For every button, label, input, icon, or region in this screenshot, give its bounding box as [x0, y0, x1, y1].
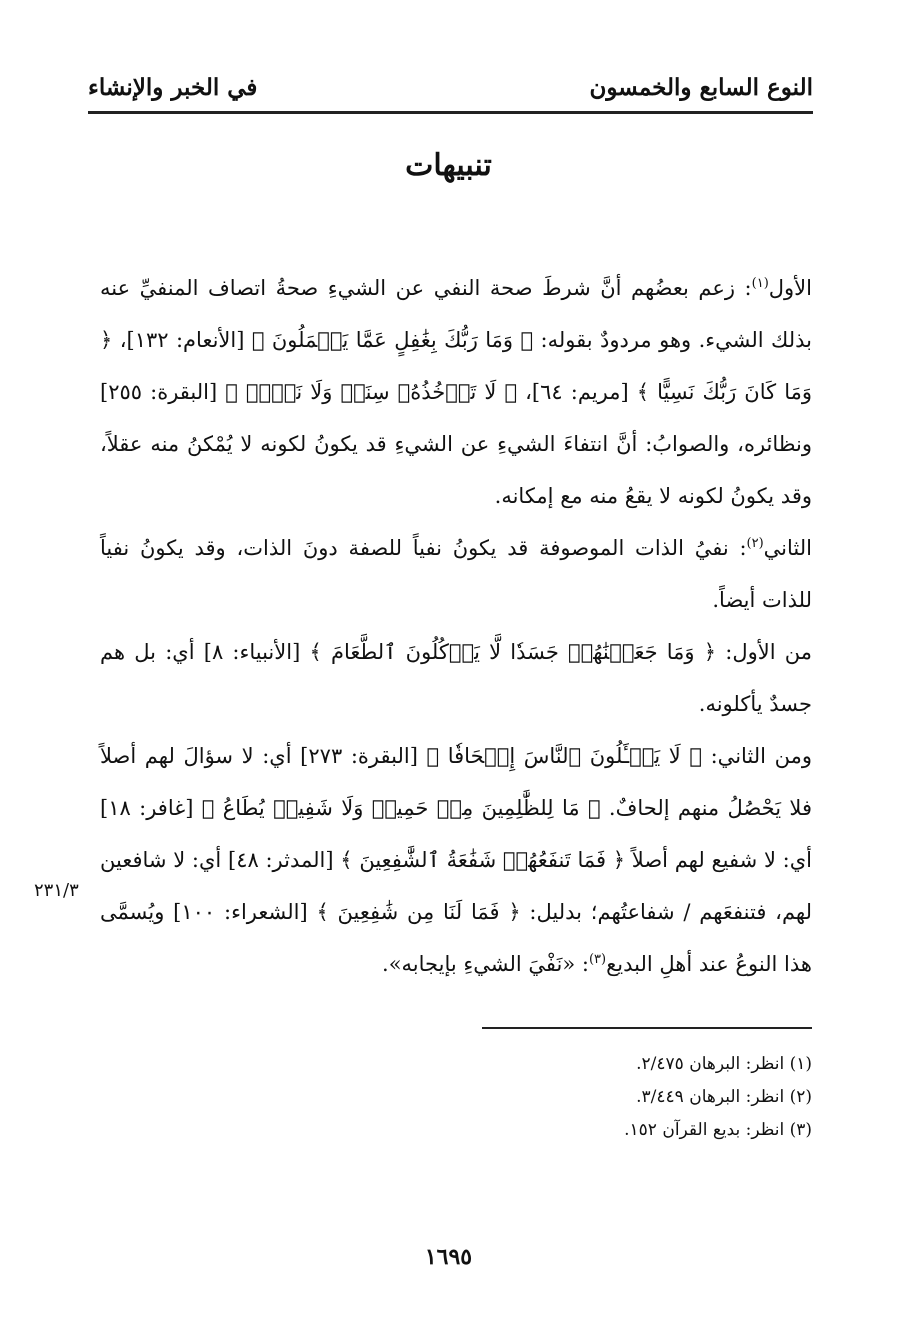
footnote-3: (٣) انظر: بديع القرآن ١٥٢.	[624, 1120, 812, 1140]
footnote-1: (١) انظر: البرهان ٢/٤٧٥.	[636, 1054, 812, 1074]
footnote-ref-2: (٢)	[746, 536, 764, 551]
header-section-title: في الخبر والإنشاء	[88, 74, 258, 101]
paragraph-second-kind-example	[100, 730, 812, 990]
section-title: تنبيهات	[405, 148, 492, 183]
footnote-ref-1: (١)	[751, 276, 769, 291]
paragraph-lead: الأول	[768, 276, 812, 300]
paragraph-first-kind-example	[100, 626, 812, 730]
running-header	[88, 70, 813, 110]
footnote-divider	[482, 1027, 812, 1029]
paragraph-body: ومن الثاني: ﴿ لَا يَسۡـَٔلُونَ ٱلنَّاسَ إِلۡحَافٗا ﴾ [البقرة: ٢٧٣] أي: لا سؤالَ لهم أصلاً فلا يَحْصُلُ منهم إلحافٌ. ﴿ مَا لِلظَّٰلِمِينَ مِنۡ حَمِيمٖ وَلَا شَفِيعٖ يُطَاعُ ﴾ [غافر: ١٨] أي: لا شفيع لهم أصلاً ﴿ فَمَا تَنفَعُهُمۡ شَفَٰعَةُ ٱلشَّٰفِعِينَ ﴾ [المدثر: ٤٨] أي: لا شافعين لهم، فتنفعَهم / شفاعتُهم؛ بدليل: ﴿ فَمَا لَنَا مِن شَٰفِعِينَ ﴾ [الشعراء: ١٠٠] ويُسمَّى هذا النوعُ عند أهلِ البديع	[100, 744, 813, 976]
main-text	[100, 262, 812, 990]
paragraph-body: : زعم بعضُهم أنَّ شرطَ صحة النفي عن الشيءِ صحةُ اتصاف المنفيِّ عنه بذلك الشيء. وهو مردودٌ بقوله: ﴿ وَمَا رَبُّكَ بِغَٰفِلٍ عَمَّا يَعۡمَلُونَ ﴾ [الأنعام: ١٣٢]، ﴿ وَمَا كَانَ رَبُّكَ نَسِيًّا ﴾ [مريم: ٦٤]، ﴿ لَا تَأۡخُذُهُۥ سِنَةٞ وَلَا نَوۡمٞ ﴾ [البقرة: ٢٥٥] ونظائره، والصوابُ: أنَّ انتفاءَ الشيءِ عن الشيءِ قد يكونُ لكونه لا يُمْكنُ منه عقلاً، وقد يكونُ لكونه لا يقعُ منه مع إمكانه.	[100, 276, 812, 508]
paragraph-body: من الأول: ﴿ وَمَا جَعَلۡنَٰهُمۡ جَسَدٗا لَّا يَأۡكُلُونَ ٱلطَّعَامَ ﴾ [الأنبياء: ٨] أي: بل هم جسدٌ يأكلونه.	[100, 640, 812, 716]
footnotes	[400, 1048, 812, 1147]
header-chapter-title: النوع السابع والخمسون	[589, 74, 813, 101]
paragraph-first-note	[100, 262, 812, 522]
paragraph-body: : نفيُ الذات الموصوفة قد يكونُ نفياً للصفة دونَ الذات، وقد يكونُ نفياً للذات أيضاً.	[100, 536, 812, 612]
footnote-ref-3: (٣)	[588, 952, 607, 967]
paragraph-ending: : «نَفْيَ الشيءِ بإيجابه».	[382, 952, 589, 976]
header-divider	[88, 111, 813, 114]
margin-volume-page-note: ٢٣١/٣	[34, 880, 79, 901]
footnote-2: (٢) انظر: البرهان ٣/٤٤٩.	[636, 1087, 812, 1107]
page-number: ١٦٩٥	[424, 1244, 473, 1270]
paragraph-lead: الثاني	[763, 536, 812, 560]
paragraph-second-note	[100, 522, 812, 626]
